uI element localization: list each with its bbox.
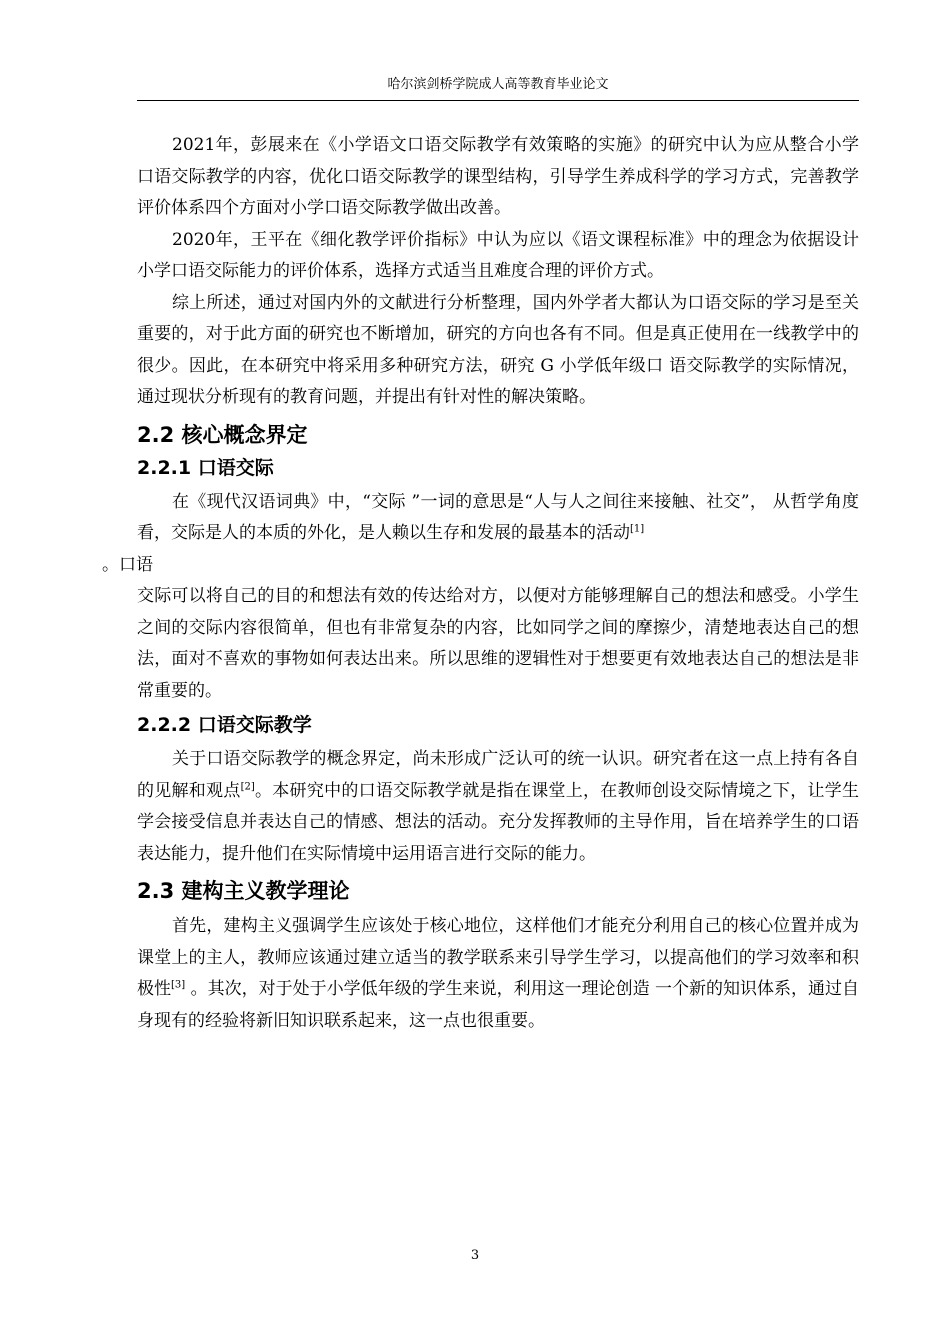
paragraph-communication-purpose: 交际可以将自己的目的和想法有效的传达给对方，以便对方能够理解自己的想法和感受。小学生之间的交际内容很简单，但也有非常复杂的内容，比如同学之间的摩擦少，清楚地表达自己的想法，面对不喜欢的事物如何表达出来。所以思维的逻辑性对于想要更有效地表达自己的想法是非常重要的。	[137, 586, 859, 701]
paragraph-text: 。本研究中的口语交际教学就是指在课堂上，在教师创设交际情境之下，让学生学会接受信息并表达自己的情感、想法的活动。充分发挥教师的主导作用，旨在培养学生的口语表达能力，提升他们在实际情境中运用语言进行交际的能力。	[137, 780, 860, 864]
paragraph-text: 。其次，对于处于小学低年级的学生来说，利用这一理论创造 一个新的知识体系，通过自身现有的经验将新旧知识联系起来，这一点也很重要。	[137, 979, 860, 1031]
paragraph-text: 。口语	[102, 554, 153, 575]
citation-ref-3: [3]	[171, 979, 186, 991]
paragraph-constructivism	[137, 911, 859, 1037]
citation-ref-2: [2]	[240, 780, 255, 792]
paragraph-teaching-definition	[137, 744, 859, 870]
paragraph-dictionary-definition	[102, 487, 859, 582]
page-number: 3	[470, 1248, 480, 1263]
heading-2-3: 2.3 建构主义教学理论	[137, 879, 350, 903]
heading-2-2: 2.2 核心概念界定	[137, 422, 308, 447]
page-header-title: 哈尔滨剑桥学院成人高等教育毕业论文	[387, 77, 609, 92]
paragraph-text: 关于口语交际教学的概念界定，尚未形成广泛认可的统一认识。研究者在这一点上持有各自的见解和观点	[137, 749, 859, 801]
page-body	[102, 130, 860, 1037]
paragraph-text: 在《现代汉语词典》中，“交际 ”一词的意思是“人与人之间往来接触、社交”， 从哲学角度看，交际是人的本质的外化，是人赖以生存和发展的最基本的活动	[137, 491, 859, 543]
heading-2-2-2: 2.2.2 口语交际教学	[137, 714, 312, 736]
header-divider	[137, 100, 859, 101]
paragraph-text: 首先，建构主义强调学生应该处于核心地位，这样他们才能充分利用自己的核心位置并成为课堂上的主人，教师应该通过建立适当的教学联系来引导学生学习，以提高他们的学习效率和积极性	[137, 916, 859, 999]
paragraph-summary: 综上所述，通过对国内外的文献进行分析整理，国内外学者大都认为口语交际的学习是至关重要的，对于此方面的研究也不断增加，研究的方向也各有不同。但是真正使用在一线教学中的很少。因此，在本研究中将采用多种研究方法，研究 G 小学低年级口 语交际教学的实际情况，通过现状分析现有的教育问题，并提出有针对性的解决策略。	[137, 292, 859, 407]
citation-ref-1: [1]	[630, 523, 645, 535]
heading-2-2-1: 2.2.1 口语交际	[137, 456, 274, 479]
paragraph-wang-ping: 2020年，王平在《细化教学评价指标》中认为应以《语文课程标准》中的理念为依据设计小学口语交际能力的评价体系，选择方式适当且难度合理的评价方式。	[137, 229, 859, 281]
paragraph-peng-zhanlai: 2021年，彭展来在《小学语文口语交际教学有效策略的实施》的研究中认为应从整合小学口语交际教学的内容，优化口语交际教学的课型结构，引导学生养成科学的学习方式，完善教学评价体系四个方面对小学口语交际教学做出改善。	[137, 135, 859, 218]
